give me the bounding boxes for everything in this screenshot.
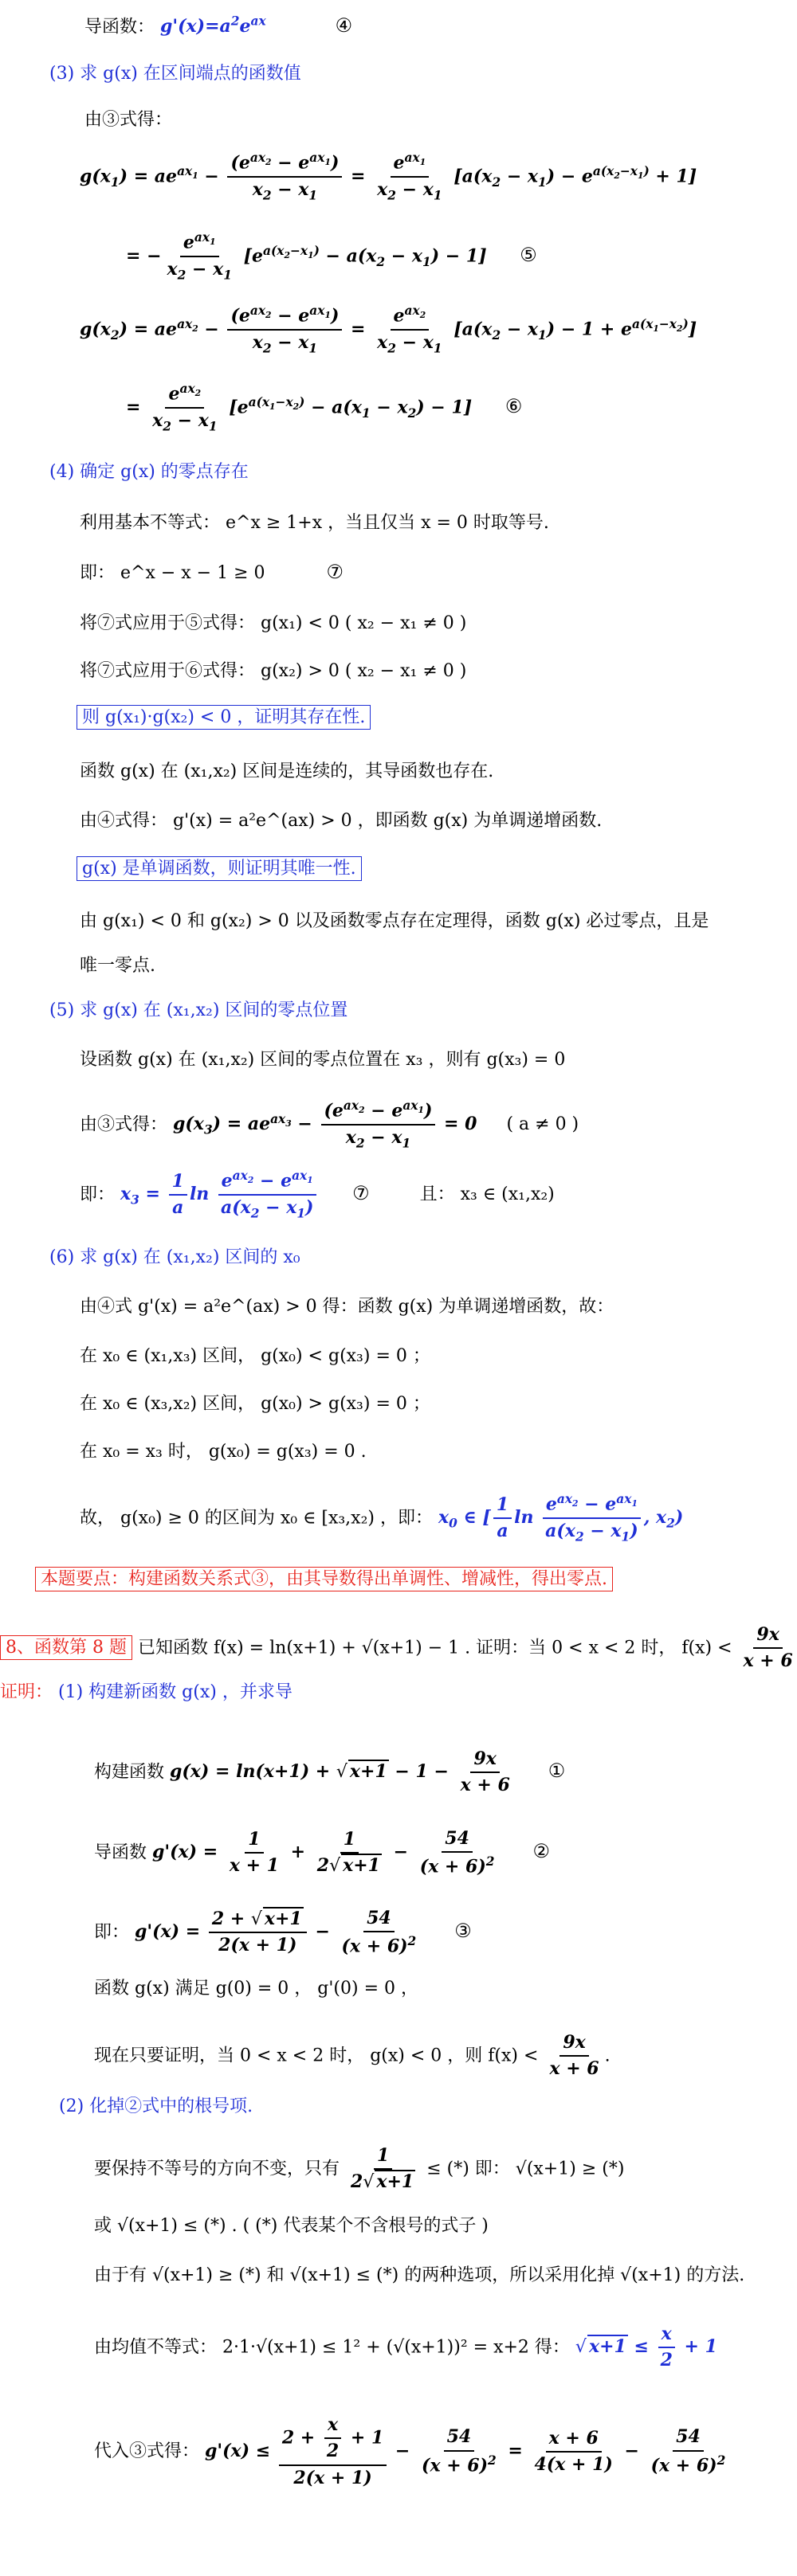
p8-derivative: 导函数 g'(x) = $\frac{1}{x + 1}$ + $\frac{1}{2√ x+1}$ − $\frac{54}{(x + 6)^2}$ ② [94,1828,550,1877]
problem-8-tag: 8、函数第 8 题 [0,1635,132,1660]
s6-monotonic: 由④式 g'(x) = a²e^(ax) > 0 得：函数 g(x) 为单调递增函数，故： [80,1297,614,1317]
nonzero-condition: ( a ≠ 0 ) [506,1114,579,1135]
inequality-restated: 即： e^x − x − 1 ≥ 0 ⑦ [80,561,344,583]
monotonic-line: 由④式得： g'(x) = a²e^(ax) > 0 ，即函数 g(x) 为单调递增函数. [80,811,603,831]
apply-to-6: 将⑦式应用于⑥式得： g(x₂) > 0 ( x₂ − x₁ ≠ 0 ) [80,661,467,681]
eq-mark-7: ⑦ [326,561,344,583]
apply-to-5: 将⑦式应用于⑤式得： g(x₁) < 0 ( x₂ − x₁ ≠ 0 ) [80,613,467,633]
eq-mark-4: ④ [335,14,353,37]
eq-mark-7b: ⑦ [352,1182,370,1205]
proof-start [0,1682,292,1703]
eq-mark-p8-3: ③ [454,1920,472,1943]
uniqueness-box: g(x) 是单调函数，则证明其唯一性. [77,859,362,879]
section-5-heading: (5) 求 g(x) 在 (x₁,x₂) 区间的零点位置 [49,1000,348,1020]
key-point-box: 本题要点：构建函数关系式③，由其导数得出单调性、增减性，得出零点. [35,1569,613,1590]
p8-g-satisfies: 函数 g(x) 满足 g(0) = 0 ， g'(0) = 0 ， [94,1979,418,1999]
p8-keep-direction: 要保持不等号的方向不变，只有 $\frac{1}{2√ x+1}$ ≤ (*) 即： √(x+1) ≥ (*) [94,2145,625,2193]
proof-label: 证明： [0,1682,53,1702]
p8-step-2-heading: (2) 化掉②式中的根号项. [59,2096,253,2116]
p8-since-line: 由于有 √(x+1) ≥ (*) 和 √(x+1) ≤ (*) 的两种选项，所以采用化掉 √(x+1) 的方法. [94,2265,745,2285]
derivative-line [84,14,352,38]
p8-or-line: 或 √(x+1) ≤ (*) . ( (*) 代表某个不含根号的式子 ) [94,2216,489,2236]
s6-case-2: 在 x₀ ∈ (x₃,x₂) 区间， g(x₀) > g(x₃) = 0 ； [80,1394,430,1414]
p8-step-1-heading: (1) 构建新函数 g(x) ，并求导 [58,1682,292,1702]
eq-mark-p8-2: ② [532,1840,550,1863]
construct-g: 构建函数 g(x) = ln(x+1) + √ x+1 − 1 − $\frac{9x}{x + 6}$ ① [94,1748,566,1796]
continuity-line: 函数 g(x) 在 (x₁,x₂) 区间是连续的，其导函数也存在. [80,761,494,781]
section-6-heading: (6) 求 g(x) 在 (x₁,x₂) 区间的 x₀ [49,1247,300,1267]
p8-substitute: 代入③式得： g'(x) ≤ 2 + $\frac{x}{2}$ + 1 2(x + 1) − $\frac{54}{(x + 6)^2}$ = $\frac{x + 6}{4(x + 1)}$ − $\frac{54}{(x + 6)^2}$ [94,2414,726,2488]
s6-case-3: 在 x₀ = x₃ 时， g(x₀) = g(x₃) = 0 . [80,1442,367,1462]
section-3-heading: (3) 求 g(x) 在区间端点的函数值 [49,64,301,84]
x3-interval: 且： x₃ ∈ (x₁,x₂) [419,1184,555,1205]
equation-g-x2-simplified: = $\frac{e^{ax_2}}{x_2 - x_1}$ $[e^{a(x_1-x_2)} - a(x_1 - x_2) - 1]$ ⑥ [126,382,523,434]
p8-mean-inequality: 由均值不等式： 2·1·√(x+1) ≤ 1² + (√(x+1))² = x+2 得： √ x+1 ≤ $\frac{x}{2}$ + 1 [94,2323,717,2371]
conclusion-line-1: 由 g(x₁) < 0 和 g(x₂) > 0 以及函数零点存在定理得，函数 g(x) 必过零点，且是 [80,911,709,931]
s6-result: 故， g(x₀) ≥ 0 的区间为 x₀ ∈ [x₃,x₂) ，即： $x_0$ ∈ [ $\frac{1}{a}$ ln $\frac{e^{ax_2} - e^{ax_1}}{a(x_2 - x_1)}$ , $x_2$) [80,1492,684,1544]
derivative-formula: $g'(x)=a^2e^{ax}$ [160,14,266,37]
p8-goal: 现在只要证明，当 0 < x < 2 时， g(x) < 0 ，则 f(x) < $\frac{9x}{x + 6}$ . [94,2032,611,2080]
section-4-heading: (4) 确定 g(x) 的零点存在 [49,462,249,482]
zero-equation: 由③式得： $g(x_3) = ae^{ax_3}$ − $\frac{(e^{ax_2} - e^{ax_1})}{x_2 - x_1}$ = 0 ( a ≠ 0 ) [80,1098,579,1151]
existence-box: 则 g(x₁)·g(x₂) < 0 ，证明其存在性. [77,707,371,728]
p8-derivative-combined: 即： g'(x) = $\frac{2 + √ x+1}{2(x + 1)}$ − $\frac{54}{(x + 6)^2}$ ③ [94,1908,472,1957]
s6-case-1: 在 x₀ ∈ (x₁,x₃) 区间， g(x₀) < g(x₃) = 0 ； [80,1346,430,1366]
derivative-label: 导函数： [84,17,155,37]
equation-g-x2: $g(x_2) = ae^{ax_2}$ − $\frac{(e^{ax_2} - e^{ax_1})}{x_2 - x_1}$ = $\frac{e^{ax_2}}{x_2 - x_1}$ $[a(x_2 - x_1) - 1 + e^{a(x_1-x_2)}]$ [80,303,697,356]
equation-g-x1-simplified: = − $\frac{e^{ax_1}}{x_2 - x_1}$ $[e^{a(x_2-x_1)} - a(x_2 - x_1) - 1]$ ⑤ [126,230,537,283]
section-3-intro: 由③式得： [84,110,173,130]
eq-mark-p8-1: ① [548,1760,566,1783]
basic-inequality: 利用基本不等式： e^x ≥ 1+x ，当且仅当 x = 0 时取等号. [80,513,549,533]
problem-8-text: 已知函数 f(x) = ln(x+1) + √(x+1) − 1 . 证明：当 0 < x < 2 时， f(x) < [137,1638,732,1658]
eq-mark-5: ⑤ [520,244,537,267]
problem-8-statement: 8、函数第 8 题 已知函数 f(x) = ln(x+1) + √(x+1) − 1 . 证明：当 0 < x < 2 时， f(x) < $\frac{9x}{x + 6}$ [0,1625,797,1672]
zero-solution: 即： $x_3$ = $\frac{1}{a}$ ln $\frac{e^{ax_2} - e^{ax_1}}{a(x_2 - x_1)}$ ⑦ 且： x₃ ∈ (x₁,x₂) [80,1169,555,1221]
zero-position-setup: 设函数 g(x) 在 (x₁,x₂) 区间的零点位置在 x₃ ，则有 g(x₃) = 0 [80,1050,566,1070]
conclusion-line-2: 唯一零点. [80,956,155,976]
eq-mark-6: ⑥ [505,395,523,418]
equation-g-x1: $g(x_1) = ae^{ax_1}$ − $\frac{(e^{ax_2} - e^{ax_1})}{x_2 - x_1}$ = $\frac{e^{ax_1}}{x_2 - x_1}$ $[a(x_2 - x_1) - e^{a(x_2-x_1)} + 1]$ [80,151,697,203]
